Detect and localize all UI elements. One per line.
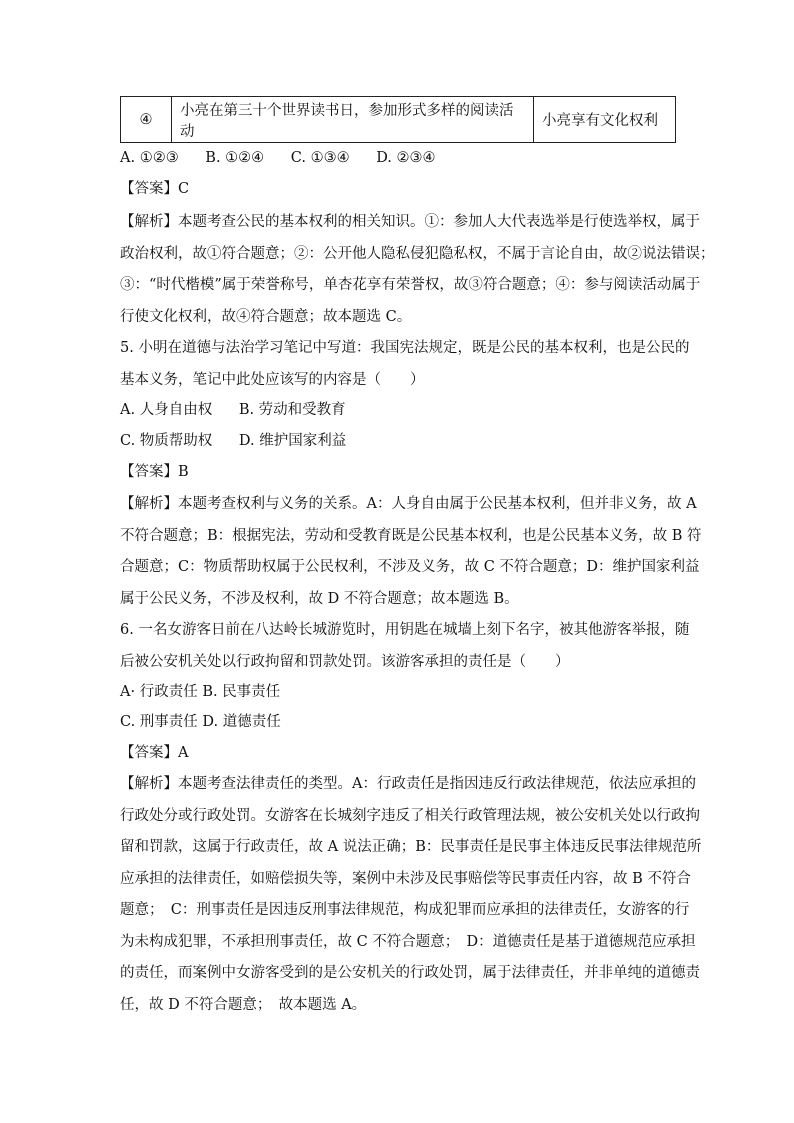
q5-analysis-line: 【解析】本题考查权利与义务的关系。A：人身自由属于公民基本权利，但并非义务，故 A (120, 496, 697, 512)
q6-option-a: A· 行政责任 (120, 684, 198, 700)
item-number: ④ (121, 97, 172, 143)
item-content: 小亮在第三十个世界读书日，参加形式多样的阅读活动 (172, 97, 534, 143)
q4-option-a: A. ①②③ (120, 150, 179, 166)
q5-stem-line: 基本义务，笔记中此处应该写的内容是（ ） (120, 371, 425, 388)
q5-option-d: D. 维护国家利益 (238, 433, 347, 449)
q6-analysis-line: 的责任，而案例中女游客受到的是公安机关的行政处罚，属于法律责任，并非单纯的道德责 (120, 965, 700, 981)
q5-options-row (120, 431, 346, 451)
table-row (121, 97, 676, 143)
q5-analysis-line: 合题意；C：物质帮助权属于公民权利，不涉及义务，故 C 不符合题意；D：维护国家利益 (120, 559, 700, 575)
q6-option-d: D. 道德责任 (202, 714, 281, 730)
q4-option-c: C. ①③④ (290, 150, 350, 166)
q4-analysis-line: 【解析】本题考查公民的基本权利的相关知识。①：参加人大代表选举是行使选举权，属于 (120, 214, 700, 230)
q6-analysis-line: 为未构成犯罪，不承担刑事责任，故 C 不符合题意； D：道德责任是基于道德规范应承担 (120, 933, 696, 950)
q6-options-row (120, 712, 281, 732)
q6-analysis-line: 行政处分或行政处罚。女游客在长城刻字违反了相关行政管理法规，被公安机关处以行政拘 (120, 807, 700, 824)
q5-option-b: B. 劳动和受教育 (238, 402, 346, 418)
q6-options-row (120, 682, 280, 702)
q5-answer: 【答案】B (120, 464, 189, 480)
q6-analysis-line: 留和罚款，这属于行政责任，故 A 说法正确；B：民事责任是民事主体违反民事法律规范所 (120, 839, 702, 855)
q6-analysis-line: 任，故 D 不符合题意； 故本题选 A。 (120, 996, 367, 1013)
q6-option-b: B. 民事责任 (202, 684, 281, 700)
q5-stem (120, 338, 690, 401)
q4-option-b: B. ①②④ (205, 150, 265, 166)
q6-analysis (120, 774, 702, 1026)
q5-analysis (120, 494, 702, 620)
q5-analysis-line: 不符合题意；B：根据宪法，劳动和受教育既是公民基本权利，也是公民基本义务，故 B 符 (120, 527, 702, 544)
q4-option-d: D. ②③④ (376, 150, 436, 166)
q5-analysis-line: 属于公民义务，不涉及权利，故 D 不符合题意；故本题选 B。 (120, 590, 519, 607)
q6-stem-line: 6. 一名女游客日前在八达岭长城游览时，用钥匙在城墙上刻下名字，被其他游客举报，随 (120, 622, 690, 638)
q5-option-a: A. 人身自由权 (120, 402, 213, 418)
q5-option-c: C. 物质帮助权 (120, 433, 213, 449)
q4-options (120, 148, 436, 168)
q6-stem (120, 620, 690, 683)
q6-stem-line: 后被公安机关处以行政拘留和罚款处罚。该游客承担的责任是（ ） (120, 653, 570, 670)
q4-analysis-line: 政治权利，故①符合题意；②：公开他人隐私侵犯隐私权，不属于言论自由，故②说法错误； (120, 245, 715, 262)
q5-options-row (120, 400, 346, 420)
q4-analysis-line: ③：“时代楷模”属于荣誉称号，单杏花享有荣誉权，故③符合题意；④：参与阅读活动属于 (120, 277, 701, 293)
item-right: 小亮享有文化权利 (534, 97, 676, 143)
q6-analysis-line: 题意； C：刑事责任是因违反刑事法律规范，构成犯罪而应承担的法律责任，女游客的行 (120, 902, 690, 918)
q6-option-c: C. 刑事责任 (120, 714, 198, 730)
q6-analysis-line: 应承担的法律责任，如赔偿损失等，案例中未涉及民事赔偿等民事责任内容，故 B 不符合 (120, 870, 691, 887)
q4-analysis-line: 行使文化权利，故④符合题意；故本题选 C。 (120, 308, 412, 325)
options-table (120, 96, 676, 143)
q5-stem-line: 5. 小明在道德与法治学习笔记中写道：我国宪法规定，既是公民的基本权利，也是公民的 (120, 340, 690, 356)
q6-answer: 【答案】A (120, 745, 189, 761)
q4-analysis (120, 212, 715, 338)
q4-answer: 【答案】C (120, 181, 190, 197)
q6-analysis-line: 【解析】本题考查法律责任的类型。A：行政责任是指因违反行政法律规范，依法应承担的 (120, 776, 696, 792)
